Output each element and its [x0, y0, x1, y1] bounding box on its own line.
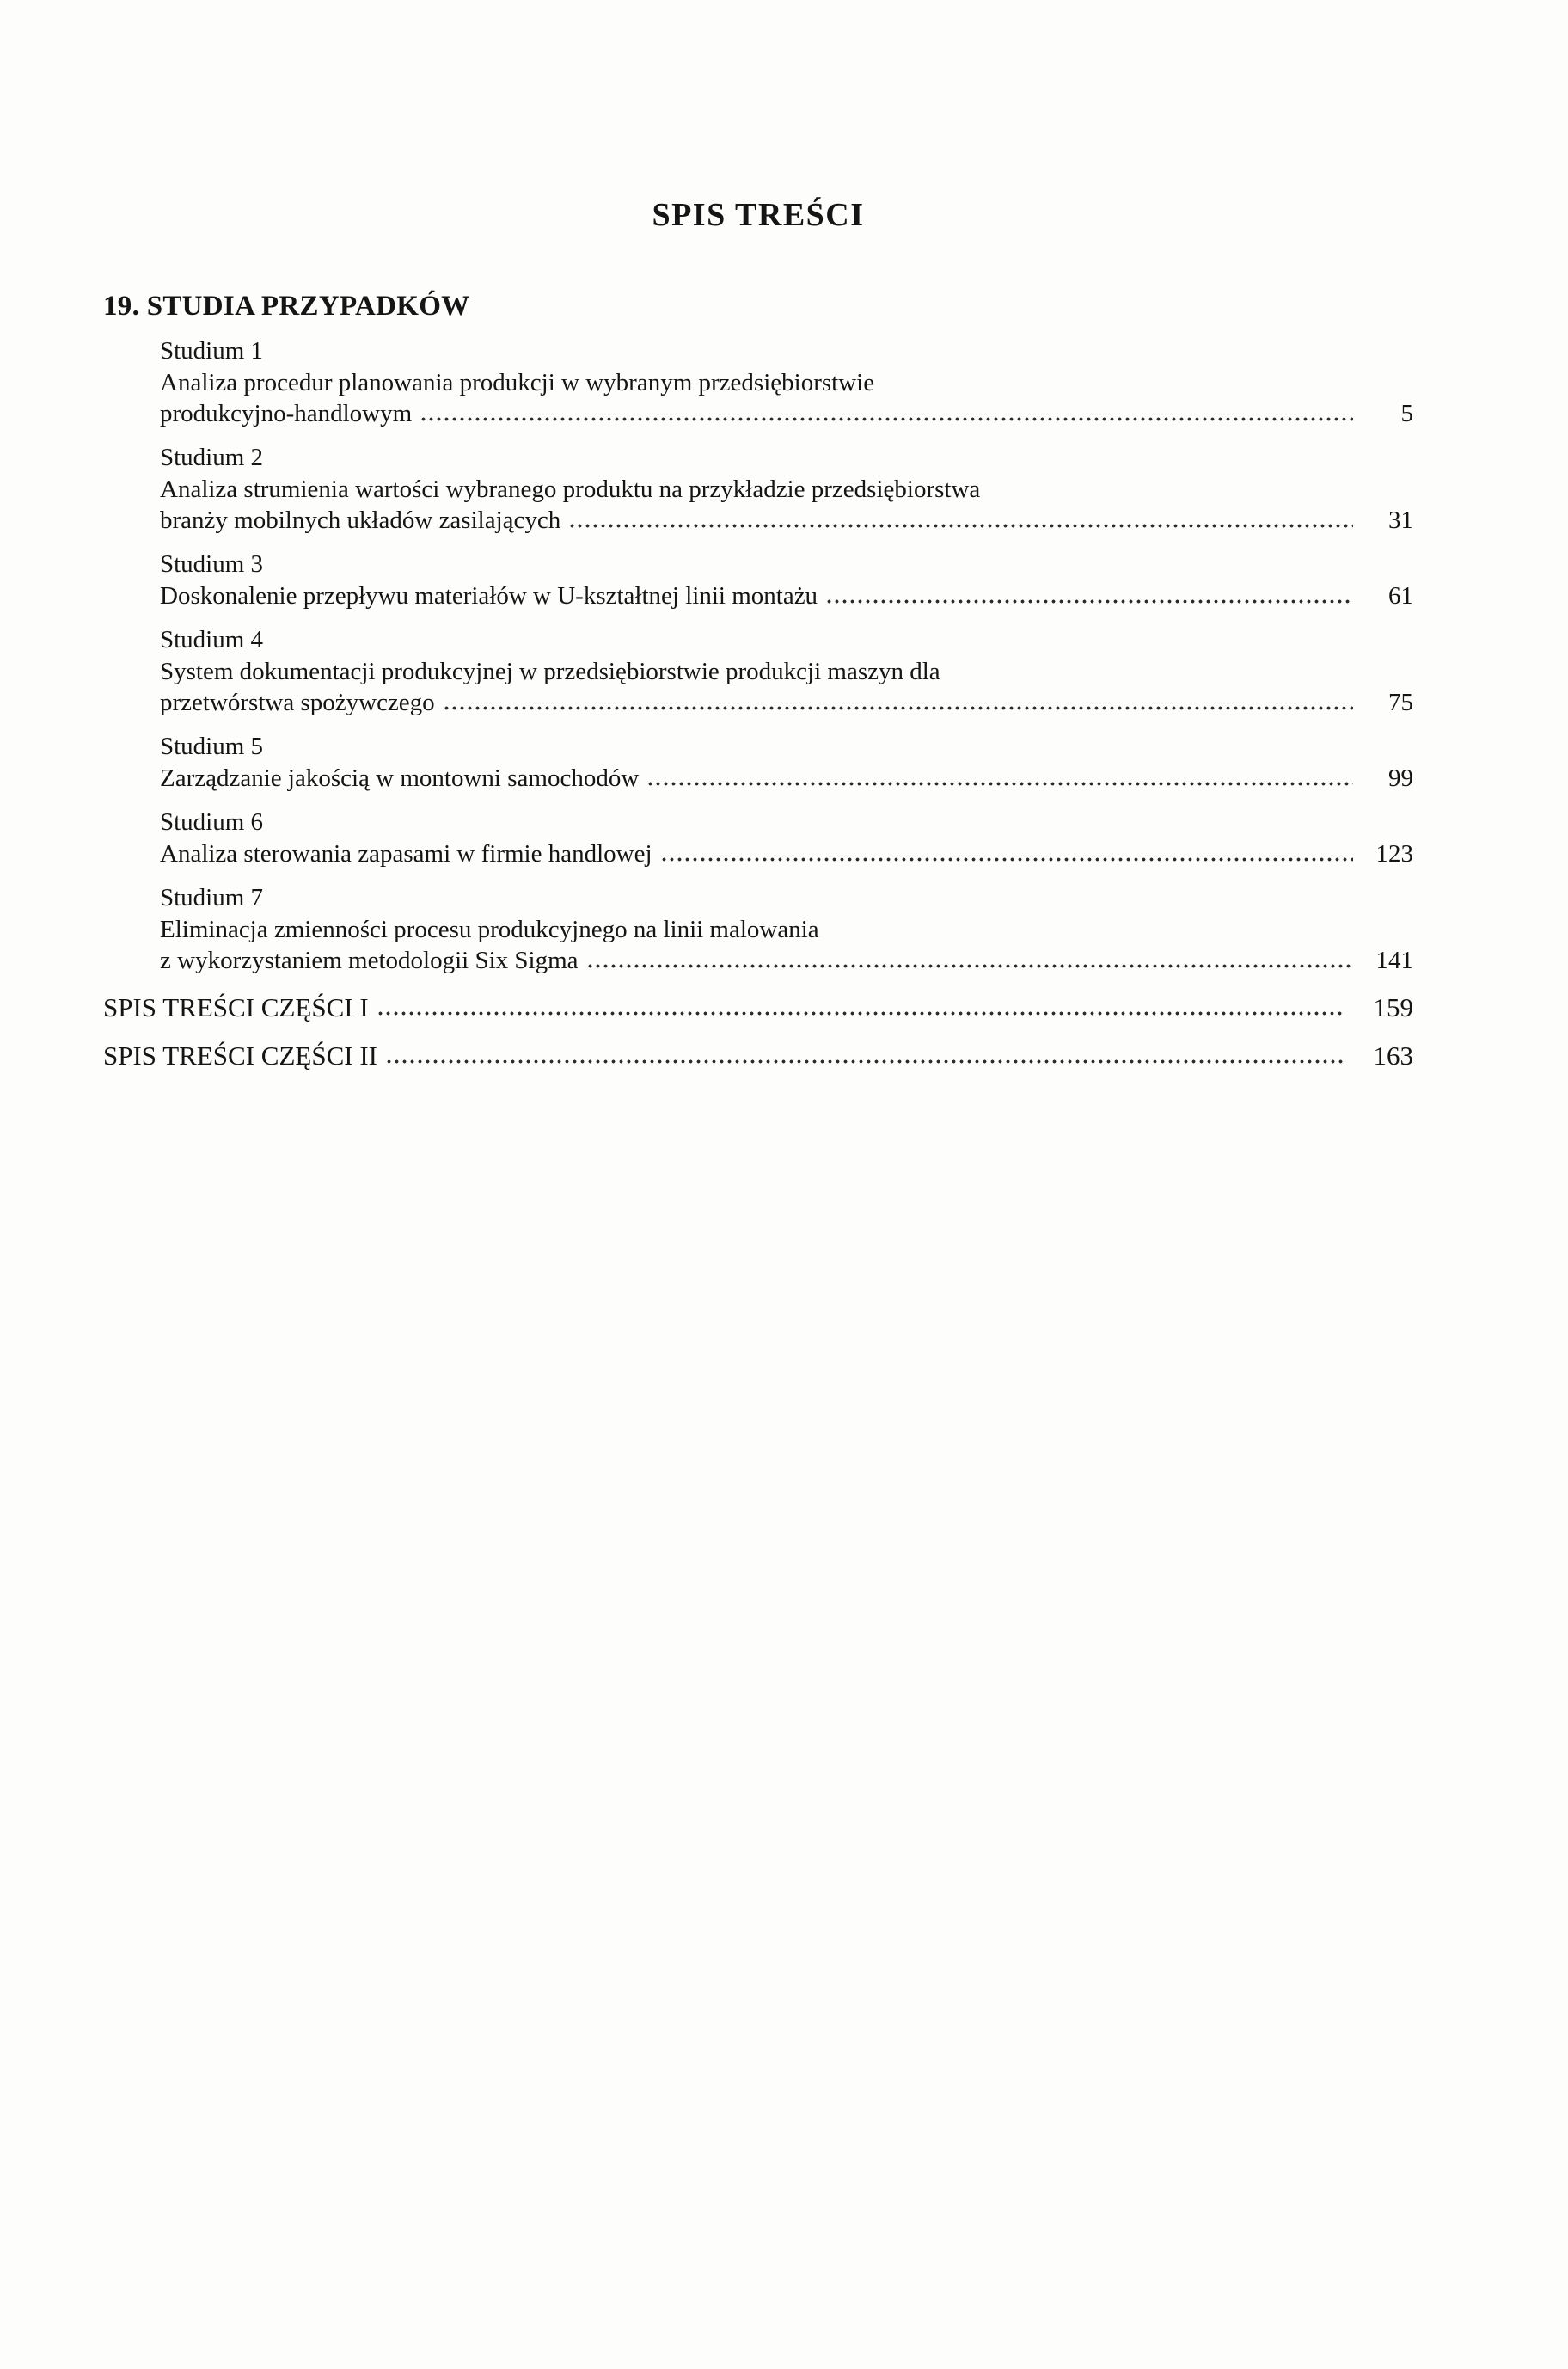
entry-leader-row	[160, 398, 1413, 429]
footer-toc-entry	[103, 1040, 1413, 1072]
page-title: SPIS TREŚCI	[652, 197, 865, 233]
page-number: 163	[1373, 1040, 1413, 1071]
section-heading: 19. STUDIA PRZYPADKÓW	[103, 291, 470, 322]
entry-label: Studium 4	[160, 626, 264, 654]
dot-leader	[385, 1058, 1343, 1065]
entry-label: Studium 1	[160, 337, 264, 365]
toc-entry	[160, 730, 1413, 794]
entry-label: Studium 3	[160, 550, 264, 578]
entry-title-last: przetwórstwa spożywczego	[160, 689, 435, 716]
dot-leader	[586, 962, 1353, 970]
toc-entry	[160, 334, 1413, 429]
entry-title-line: Analiza procedur planowania produkcji w wybranym przedsiębiorstwie	[160, 369, 875, 396]
page-number: 31	[1388, 506, 1413, 534]
entry-title-line: Eliminacja zmienności procesu produkcyjnego na linii malowania	[160, 916, 819, 943]
footer-label: SPIS TREŚCI CZĘŚCI I	[103, 992, 369, 1022]
toc-entry	[160, 623, 1413, 718]
toc-entry	[160, 441, 1413, 536]
dot-leader	[660, 856, 1353, 863]
toc-entry	[160, 806, 1413, 869]
entry-title-last: produkcyjno-handlowym	[160, 400, 413, 427]
entry-label: Studium 2	[160, 444, 264, 471]
entry-leader-row	[160, 945, 1413, 976]
entry-title-line: Analiza strumienia wartości wybranego produktu na przykładzie przedsiębiorstwa	[160, 476, 981, 503]
dot-leader	[377, 1010, 1343, 1017]
entry-leader-row	[160, 838, 1413, 869]
entry-leader-row	[160, 763, 1413, 794]
toc-entry	[160, 548, 1413, 611]
dot-leader	[568, 522, 1353, 530]
entry-label: Studium 7	[160, 884, 264, 911]
entry-title-last: Zarządzanie jakością w montowni samochodów	[160, 764, 640, 792]
entry-title-line: System dokumentacji produkcyjnej w przedsiębiorstwie produkcji maszyn dla	[160, 658, 940, 685]
page-number: 141	[1375, 947, 1413, 974]
dot-leader	[646, 780, 1353, 788]
page-number: 99	[1388, 764, 1413, 792]
footer-toc-entry	[103, 991, 1413, 1024]
toc-entry	[160, 881, 1413, 976]
entry-title-last: Doskonalenie przepływu materiałów w U-kształtnej linii montażu	[160, 582, 818, 610]
footer-label: SPIS TREŚCI CZĘŚCI II	[103, 1040, 377, 1071]
entry-title-last: Analiza sterowania zapasami w firmie handlowej	[160, 840, 652, 868]
entry-leader-row	[160, 580, 1413, 611]
dot-leader	[420, 415, 1353, 423]
entry-title-last: z wykorzystaniem metodologii Six Sigma	[160, 947, 579, 974]
entry-leader-row	[160, 505, 1413, 536]
toc-content	[103, 0, 1413, 1072]
dot-leader	[825, 598, 1353, 605]
entry-label: Studium 5	[160, 733, 264, 760]
page-number: 123	[1375, 840, 1413, 868]
page-number: 75	[1388, 689, 1413, 716]
page-number: 5	[1400, 400, 1413, 427]
dot-leader	[443, 704, 1353, 712]
page-number: 159	[1373, 992, 1413, 1022]
entry-leader-row	[160, 687, 1413, 718]
entry-title-last: branży mobilnych układów zasilających	[160, 506, 561, 534]
page-number: 61	[1388, 582, 1413, 610]
entry-label: Studium 6	[160, 808, 264, 836]
